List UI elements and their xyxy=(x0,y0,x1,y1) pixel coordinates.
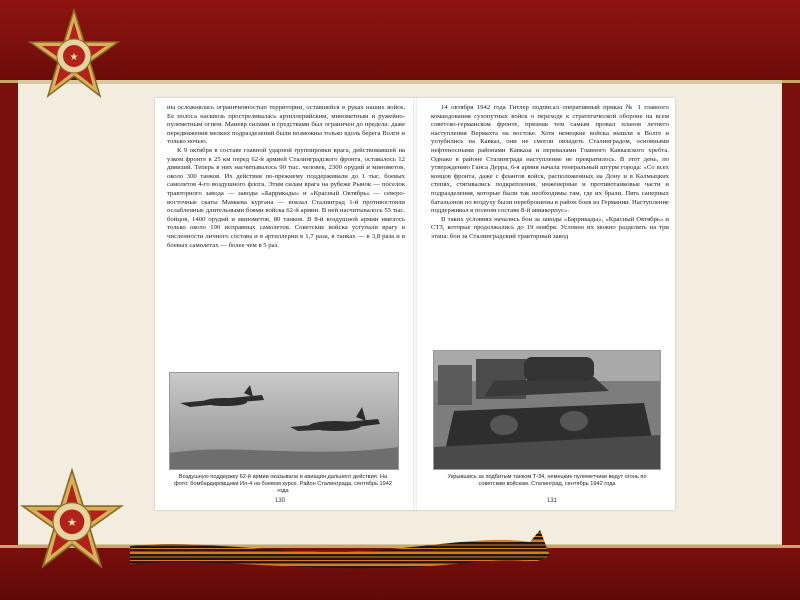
order-star-icon-bottom xyxy=(8,468,136,580)
tank-photo-image xyxy=(434,351,660,469)
right-paragraph-2: В таких условиях начались бои за заводы «Баррикады», «Красный Октябрь» и СТЗ, которые продолжались до 19 ноября. Условно их можно разделить на три этапа: бои за Сталинградский тракторный завод xyxy=(431,215,669,240)
tank-photo xyxy=(433,350,661,470)
right-page-text xyxy=(431,104,669,242)
right-page-number: 131 xyxy=(547,498,558,504)
book-spread xyxy=(155,98,675,510)
left-photo-caption: Воздушную поддержку 62-й армии оказывала и авиация дальнего действия. На фото: бомбардировщики Ил-4 на боевом курсе. Район Сталинграда, сентябрь 1942 года xyxy=(173,474,393,494)
bombers-photo-image xyxy=(170,373,398,469)
right-paragraph-1: 14 октября 1942 года Гитлер подписал оперативный приказ № 1 главного командования сухопутных войск о переходе к стратегической обороне на всем советско-германском фронте, признав тем самым провал планов летнего наступления Вермахта на востоке. Хотя немецкие войска вышли к Волге и углубились на Кавказ, они не смогли овладеть Сталинградом, основными нефтеносными районами Кавказа и перевалами Главного Кавказского хребта. Однако в районе Сталинграда наступление не прекратилось. В этот день, по утверждению Ганса Дерра, 6-я армия начала генеральный штурм города: «Со всех концов фронта, даже с флангов войск, расположенных на Дону и в Калмыцких степях, стягивались подкрепления, инженерные и противотанковые части и подразделения, которые были так необходимы там, где их брали. Пять саперных батальонов по воздуху были переброшены в район боев из Германии. Наступление поддерживал в полном составе 8-й авиакорпус». xyxy=(431,104,669,215)
left-paragraph-2: К 9 октября в составе главной ударной группировки врага, действовавшей на узком фронте в 25 км перед 62-й армией Сталинградского фронта, оставалось 12 дивизий. Теперь в них насчитывалось 90 тыс. человек, 2300 орудий и минометов, около 300 танков. Их действия по-прежнему поддерживали до 1 тыс. боевых самолетов 4-го воздушного флота. Этим силам врага на рубеже Рынок — поселок тракторного завода — заводы «Баррикады» и «Красный Октябрь» — северо-восточные скаты Мамаева кургана — вокзал Сталинград 1-й противостояли ослабленные длительными боями войска 62-й армии. В ней насчитывалось 55 тыс. бойцов, 1400 орудий и минометов, 80 танков. В 8-й воздушной армии имелось только около 190 исправных самолетов. Советские войска уступали врагу в численности личного состава и в артиллерии в 1,7 раза, в танках — в 3,8 раза и в боевых самолетах — более чем в 5 раз. xyxy=(167,146,405,249)
bombers-photo xyxy=(169,372,399,470)
order-star-icon xyxy=(18,8,130,108)
svg-text:★: ★ xyxy=(69,52,79,63)
svg-text:★: ★ xyxy=(66,516,78,530)
book-gutter xyxy=(413,98,417,510)
left-page xyxy=(167,104,405,504)
left-page-number: 130 xyxy=(275,498,286,504)
right-page xyxy=(431,104,669,504)
left-paragraph-1: ны осложнялась ограниченностью территории, оставшейся в руках наших войск. Ее полоса насквозь простреливалась артиллерийским, минометным и ружейно-пулеметным огнем. Маневр силами и средствами был ограничен до предела: даже передвижения мелких подразделений были возможны только вдоль берега Волги и только ночью. xyxy=(167,104,405,146)
left-page-text xyxy=(167,104,405,250)
st-george-ribbon xyxy=(130,528,550,576)
right-photo-caption: Укрывшись за подбитым танком Т-34, немецкие пулеметчики ведут огонь по советским войскам. Сталинград, сентябрь 1942 года xyxy=(447,474,647,487)
